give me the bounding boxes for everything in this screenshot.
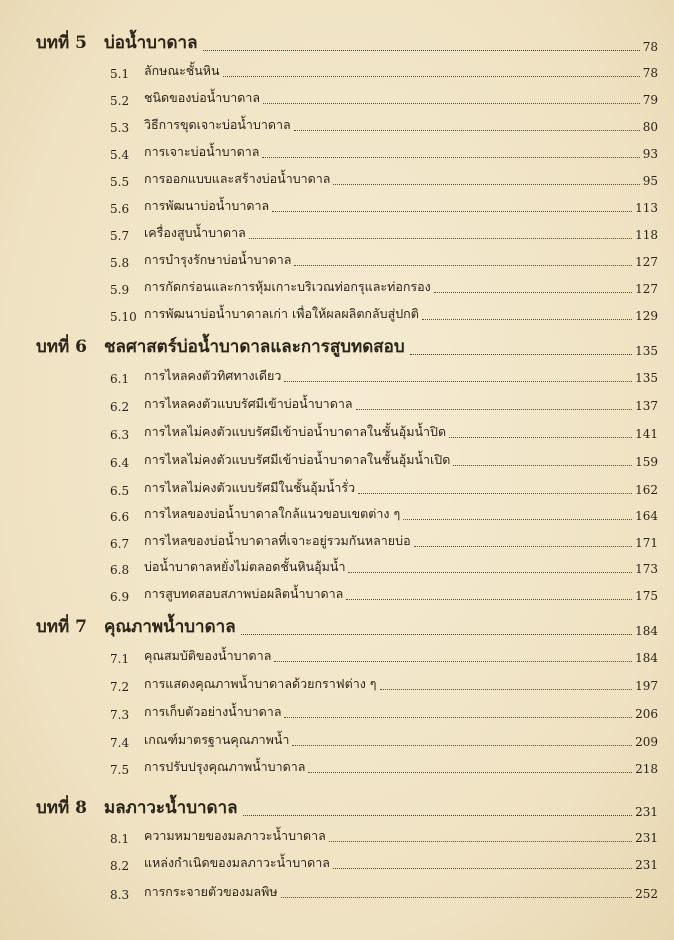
section-page-number: 135 — [635, 371, 658, 385]
section-title: การเจาะบ่อน้ำบาดาล — [144, 144, 260, 159]
toc-entry — [110, 366, 658, 386]
chapter-number: บทที่ 6 — [36, 337, 87, 357]
section-page-number: 231 — [635, 831, 658, 845]
section-page-number: 231 — [635, 858, 658, 872]
dot-leader — [410, 354, 632, 355]
toc-entry — [110, 304, 658, 324]
dot-leader — [356, 409, 633, 410]
chapter-page-number: 135 — [635, 344, 658, 358]
dot-leader — [453, 465, 632, 466]
toc-entry — [110, 531, 658, 551]
dot-leader — [272, 211, 632, 212]
section-page-number: 162 — [635, 483, 658, 497]
section-page-number: 218 — [635, 762, 658, 776]
section-number: 7.5 — [110, 763, 130, 777]
section-page-number: 80 — [642, 120, 658, 134]
toc-entry — [110, 674, 658, 694]
dot-leader — [292, 745, 632, 746]
section-number: 8.1 — [110, 832, 130, 846]
section-page-number: 171 — [635, 536, 658, 550]
section-number: 6.2 — [110, 400, 130, 414]
section-number: 6.3 — [110, 428, 130, 442]
chapter-heading — [36, 614, 658, 640]
section-title: ชนิดของบ่อน้ำบาดาล — [144, 90, 261, 105]
section-title: การไหลไม่คงตัวแบบรัศมีเข้าบ่อน้ำบาดาลในชั้นอุ้มน้ำปิด — [144, 424, 447, 439]
dot-leader — [284, 717, 632, 718]
dot-leader — [308, 772, 632, 773]
section-page-number: 141 — [635, 427, 658, 441]
section-title: การกัดกร่อนและการหุ้มเกาะบริเวณท่อกรุและท่อกรอง — [144, 279, 431, 294]
section-number: 5.4 — [110, 148, 130, 162]
section-number: 5.2 — [110, 94, 130, 108]
section-page-number: 95 — [642, 174, 658, 188]
section-title: การพัฒนาบ่อน้ำบาดาลเก่า เพื่อให้ผลผลิตกลับสู่ปกติ — [144, 306, 419, 321]
chapter-title: บ่อน้ำบาดาล — [104, 33, 198, 53]
dot-leader — [422, 319, 632, 320]
toc-entry — [110, 223, 658, 243]
section-number: 5.3 — [110, 121, 130, 135]
section-number: 5.7 — [110, 229, 130, 243]
section-page-number: 127 — [635, 282, 658, 296]
dot-leader — [274, 661, 632, 662]
chapter-page-number: 231 — [635, 805, 658, 819]
dot-leader — [223, 76, 640, 77]
dot-leader — [414, 546, 633, 547]
toc-entry — [110, 702, 658, 722]
section-title: การไหลไม่คงตัวแบบรัศมีเข้าบ่อน้ำบาดาลในชั้นอุ้มน้ำเปิด — [144, 452, 451, 467]
dot-leader — [434, 292, 632, 293]
section-title: บ่อน้ำบาดาลหยั่งไม่ตลอดชั้นหินอุ้มน้ำ — [144, 559, 346, 574]
dot-leader — [329, 841, 632, 842]
toc-entry — [110, 422, 658, 442]
toc-entry — [110, 196, 658, 216]
toc-entry — [110, 250, 658, 270]
section-page-number: 113 — [635, 201, 658, 215]
dot-leader — [449, 437, 632, 438]
section-page-number: 206 — [635, 707, 658, 721]
section-page-number: 252 — [635, 887, 658, 901]
section-title: เกณฑ์มาตรฐานคุณภาพน้ำ — [144, 732, 290, 747]
section-title: การไหลของบ่อน้ำบาดาลใกล้แนวขอบเขตต่าง ๆ — [144, 506, 401, 521]
section-title: การบำรุงรักษาบ่อน้ำบาดาล — [144, 252, 292, 267]
section-number: 6.7 — [110, 537, 130, 551]
section-page-number: 129 — [635, 309, 658, 323]
section-title: ความหมายของมลภาวะน้ำบาดาล — [144, 828, 326, 843]
section-title: แหล่งกำเนิดของมลภาวะน้ำบาดาล — [144, 855, 330, 870]
section-title: การเก็บตัวอย่างน้ำบาดาล — [144, 704, 282, 719]
chapter-page-number: 78 — [642, 40, 658, 54]
toc-entry — [110, 826, 658, 846]
section-page-number: 118 — [635, 228, 658, 242]
chapter-number: บทที่ 8 — [36, 798, 87, 818]
section-title: คุณสมบัติของน้ำบาดาล — [144, 648, 272, 663]
dot-leader — [346, 599, 632, 600]
dot-leader — [403, 519, 632, 520]
chapter-title: ชลศาสตร์บ่อน้ำบาดาลและการสูบทดสอบ — [104, 337, 405, 357]
section-number: 7.2 — [110, 680, 130, 694]
section-title: การไหลคงตัวทิศทางเดียว — [144, 368, 282, 383]
section-page-number: 184 — [635, 651, 658, 665]
section-page-number: 209 — [635, 735, 658, 749]
section-number: 7.4 — [110, 736, 130, 750]
chapter-page-number: 184 — [635, 624, 658, 638]
section-title: การไหลของบ่อน้ำบาดาลที่เจาะอยู่รวมกันหลายบ่อ — [144, 533, 411, 548]
chapter-heading — [36, 334, 658, 360]
toc-entry — [110, 450, 658, 470]
dot-leader — [281, 897, 632, 898]
dot-leader — [380, 689, 633, 690]
section-number: 6.9 — [110, 590, 130, 604]
section-number: 5.9 — [110, 283, 130, 297]
dot-leader — [358, 493, 632, 494]
section-title: ลักษณะชั้นหิน — [144, 63, 220, 78]
section-number: 6.8 — [110, 563, 130, 577]
section-page-number: 197 — [635, 679, 658, 693]
section-title: การออกแบบและสร้างบ่อน้ำบาดาล — [144, 171, 331, 186]
section-title: การพัฒนาบ่อน้ำบาดาล — [144, 198, 270, 213]
section-number: 7.1 — [110, 652, 130, 666]
chapter-heading — [36, 795, 658, 821]
dot-leader — [284, 381, 632, 382]
dot-leader — [348, 572, 632, 573]
section-number: 5.5 — [110, 175, 130, 189]
section-page-number: 175 — [635, 589, 658, 603]
toc-entry — [110, 646, 658, 666]
section-title: การไหลคงตัวแบบรัศมีเข้าบ่อน้ำบาดาล — [144, 396, 353, 411]
dot-leader — [333, 184, 639, 185]
section-page-number: 137 — [635, 399, 658, 413]
dot-leader — [294, 265, 632, 266]
dot-leader — [333, 868, 632, 869]
toc-entry — [110, 557, 658, 577]
section-number: 5.1 — [110, 67, 130, 81]
chapter-number: บทที่ 7 — [36, 617, 87, 637]
toc-entry — [110, 115, 658, 135]
toc-entry — [110, 277, 658, 297]
toc-entry — [110, 88, 658, 108]
dot-leader — [294, 130, 640, 131]
section-number: 8.2 — [110, 859, 130, 873]
toc-entry — [110, 882, 658, 902]
toc-entry — [110, 169, 658, 189]
toc-entry — [110, 478, 658, 498]
dot-leader — [203, 50, 640, 51]
section-title: การไหลไม่คงตัวแบบรัศมีในชั้นอุ้มน้ำรั่ว — [144, 480, 356, 495]
dot-leader — [241, 634, 632, 635]
section-page-number: 79 — [642, 93, 658, 107]
section-number: 6.6 — [110, 510, 130, 524]
section-number: 6.5 — [110, 484, 130, 498]
dot-leader — [262, 157, 639, 158]
section-page-number: 127 — [635, 255, 658, 269]
chapter-number: บทที่ 5 — [36, 33, 87, 53]
toc-entry — [110, 853, 658, 873]
toc-entry — [110, 142, 658, 162]
section-number: 6.1 — [110, 372, 130, 386]
toc-entry — [110, 504, 658, 524]
section-title: การปรับปรุงคุณภาพน้ำบาดาล — [144, 759, 306, 774]
toc-entry — [110, 584, 658, 604]
toc-entry — [110, 394, 658, 414]
section-number: 8.3 — [110, 888, 130, 902]
chapter-title: คุณภาพน้ำบาดาล — [104, 617, 236, 637]
dot-leader — [243, 815, 633, 816]
section-number: 5.6 — [110, 202, 130, 216]
section-number: 6.4 — [110, 456, 130, 470]
section-page-number: 78 — [642, 66, 658, 80]
toc-entry — [110, 757, 658, 777]
section-number: 7.3 — [110, 708, 130, 722]
toc-entry — [110, 730, 658, 750]
dot-leader — [249, 238, 632, 239]
section-title: เครื่องสูบน้ำบาดาล — [144, 225, 246, 240]
section-title: วิธีการขุดเจาะบ่อน้ำบาดาล — [144, 117, 291, 132]
toc-entry — [110, 61, 658, 81]
section-page-number: 159 — [635, 455, 658, 469]
section-number: 5.10 — [110, 310, 137, 324]
section-title: การสูบทดสอบสภาพบ่อผลิตน้ำบาดาล — [144, 586, 344, 601]
chapter-heading — [36, 30, 658, 56]
section-title: การแสดงคุณภาพน้ำบาดาลด้วยกราฟต่าง ๆ — [144, 676, 377, 691]
section-page-number: 93 — [642, 147, 658, 161]
section-page-number: 164 — [635, 509, 658, 523]
dot-leader — [263, 103, 640, 104]
section-title: การกระจายตัวของมลพิษ — [144, 884, 278, 899]
chapter-title: มลภาวะน้ำบาดาล — [104, 798, 238, 818]
section-page-number: 173 — [635, 562, 658, 576]
section-number: 5.8 — [110, 256, 130, 270]
